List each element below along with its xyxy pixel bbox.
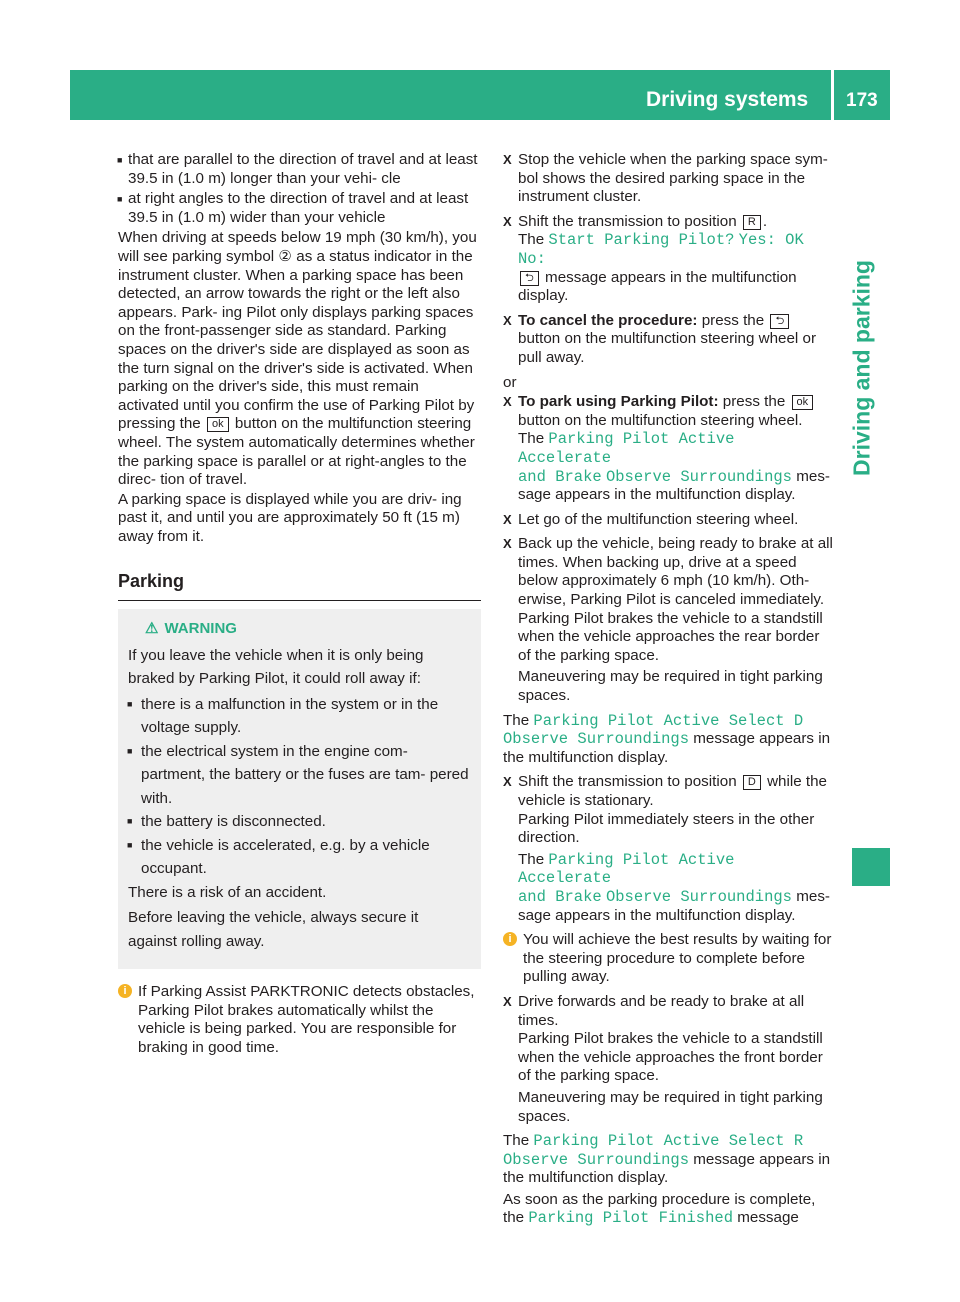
display-message: Parking Pilot Active Select D — [533, 711, 804, 730]
bullet-icon: ■ — [127, 839, 133, 850]
step-arrow-icon: X — [503, 511, 512, 527]
step-item: X Shift the transmission to position R . The Start Parking Pilot? Yes: OK No: ⮌ message appears in the multifunction display. — [503, 212, 804, 305]
warning-heading: ⚠ WARNING — [145, 620, 237, 638]
ok-key-icon: ok — [792, 395, 814, 410]
display-message: and Brake — [518, 887, 602, 906]
step-item: X Let go of the multifunction steering wheel. — [503, 510, 799, 528]
display-message: Parking Pilot Active Accelerate — [518, 850, 735, 888]
paragraph: As soon as the parking procedure is complete, the Parking Pilot Finished message — [503, 1190, 816, 1228]
side-tab-marker — [852, 848, 890, 886]
parking-symbol-icon: ② — [278, 247, 293, 265]
display-message: and Brake — [518, 467, 602, 486]
header-divider — [831, 70, 834, 120]
step-item: X Drive forwards and be ready to brake at all times. Parking Pilot brakes the vehicle to a standstill when the vehicle approaches the front border of the parking space. Maneuvering may be required in tight parking spaces. — [503, 993, 835, 1126]
list-item: ■ that are parallel to the direction of travel and at least 39.5 in (1.0 m) longer than your vehi- cle — [117, 151, 478, 187]
display-message: Observe Surroundings — [605, 887, 792, 906]
warning-intro: If you leave the vehicle when it is only being braked by Parking Pilot, it could roll away if: — [128, 646, 424, 688]
bullet-icon: ■ — [127, 745, 133, 756]
warning-advice: Before leaving the vehicle, always secure it against rolling away. — [128, 909, 419, 950]
display-message: Start Parking Pilot? — [548, 231, 735, 250]
right-column — [503, 151, 835, 1229]
list-item: ■ the vehicle is accelerated, e.g. by a vehicle occupant. — [128, 834, 471, 881]
page-header-title: Driving systems — [646, 88, 809, 111]
paragraph: When driving at speeds below 19 mph (30 km/h), you will see parking symbol ② as a status indicator in the instrument cluster. When a parking space has been detected, an arrow towards the right or the left also appears. Park- ing Pilot only displays parking spaces on the front-passenger side as standard. Parking spaces on the driver's side are displayed as soon as the turn signal on the driver's side is activated. When parking on the driver's side, this must remain activated until you confirm the use of Parking Pilot by pressing the ok button on the multifunction steering wheel. The system automatically determines whether the parking space is parallel or at right-angles to the direc- tion of travel. — [118, 229, 477, 489]
step-item: X Back up the vehicle, being ready to brake at all times. When backing up, drive at a speed below approximately 6 mph (10 km/h). Oth- erwise, Parking Pilot is canceled immediately. Parking Pilot brakes the vehicle to a standstill when the vehicle approaches the rear border of the parking space. Maneuvering may be required in tight parking spaces. — [503, 535, 835, 705]
back-button-icon: ⮌ — [770, 314, 789, 329]
display-message: Parking Pilot Active Select R — [533, 1132, 804, 1151]
bullet-icon: ■ — [127, 816, 133, 827]
step-arrow-icon: X — [503, 536, 512, 552]
step-arrow-icon: X — [503, 312, 512, 328]
warning-box — [118, 609, 481, 969]
step-item: X To cancel the procedure: press the ⮌ button on the multifunction steering wheel or pull away. — [503, 311, 817, 366]
list-item: ■ the battery is disconnected. — [128, 810, 471, 834]
step-item: X Shift the transmission to position D while the vehicle is stationary. Parking Pilot immediately steers in the other direction. The Parking Pilot Active Accelerate and Brake Observe Surroundings mes- sage appears in the multifunction display. — [503, 773, 835, 925]
display-message: Observe Surroundings — [503, 730, 690, 749]
step-arrow-icon: X — [503, 774, 512, 790]
bullet-icon: ■ — [127, 698, 133, 709]
info-icon: i — [503, 932, 517, 946]
info-note: i If Parking Assist PARKTRONIC detects obstacles, Parking Pilot brakes automatically whilst the vehicle is being parked. You are responsible for braking in good time. — [118, 983, 481, 1057]
paragraph: A parking space is displayed while you are driv- ing past it, and until you are approximately 50 ft (15 m) away from it. — [118, 490, 462, 545]
step-arrow-icon: X — [503, 993, 512, 1009]
gear-d-icon: D — [743, 775, 761, 790]
paragraph: The Parking Pilot Active Select D Observe Surroundings message appears in the multifunction display. — [503, 711, 831, 766]
list-item: ■ the electrical system in the engine com- partment, the battery or the fuses are tam- pered with. — [128, 740, 471, 811]
section-title: Parking — [118, 571, 185, 592]
ok-key-icon: ok — [207, 417, 229, 432]
info-note: i You will achieve the best results by waiting for the steering procedure to complete before pulling away. — [503, 931, 835, 987]
step-arrow-icon: X — [503, 394, 512, 410]
step-arrow-icon: X — [503, 213, 512, 229]
or-text: or — [503, 373, 517, 391]
section-divider — [118, 600, 481, 601]
display-message: Observe Surroundings — [503, 1150, 690, 1169]
page-number: 173 — [846, 90, 878, 111]
gear-r-icon: R — [743, 215, 761, 230]
side-tab — [845, 138, 879, 598]
warning-risk: There is a risk of an accident. — [128, 883, 327, 901]
info-icon: i — [118, 984, 132, 998]
paragraph: The Parking Pilot Active Select R Observe Surroundings message appears in the multifunction display. — [503, 1132, 831, 1187]
step-note: Maneuvering may be required in tight parking spaces. — [518, 668, 823, 705]
display-message: Parking Pilot Finished — [528, 1209, 733, 1228]
step-item: X To park using Parking Pilot: press the ok button on the multifunction steering wheel. The Parking Pilot Active Accelerate and Brake Observe Surroundings mes- sage appears in the multifunction display. — [503, 393, 830, 504]
display-message: No: — [518, 249, 546, 268]
side-tab-label: Driving and parking — [848, 260, 875, 476]
list-item: ■ there is a malfunction in the system or in the voltage supply. — [128, 693, 471, 740]
display-message: Observe Surroundings — [605, 467, 792, 486]
display-message: Parking Pilot Active Accelerate — [518, 430, 735, 467]
step-arrow-icon: X — [503, 152, 512, 167]
step-note: The Parking Pilot Active Accelerate and Brake Observe Surroundings mes- sage appears in the multifunction display. — [518, 850, 830, 924]
step-item: X Stop the vehicle when the parking space sym- bol shows the desired parking space in the instrument cluster. — [503, 151, 828, 206]
bullet-icon: ■ — [117, 155, 123, 165]
left-column — [118, 151, 481, 1063]
display-message: Yes: OK — [738, 231, 804, 250]
step-note: Maneuvering may be required in tight parking spaces. — [518, 1088, 823, 1125]
back-button-icon: ⮌ — [520, 271, 539, 286]
list-item: ■ at right angles to the direction of travel and at least 39.5 in (1.0 m) wider than your vehicle — [117, 190, 469, 226]
warning-triangle-icon: ⚠ — [145, 620, 159, 638]
bullet-icon: ■ — [117, 194, 123, 205]
